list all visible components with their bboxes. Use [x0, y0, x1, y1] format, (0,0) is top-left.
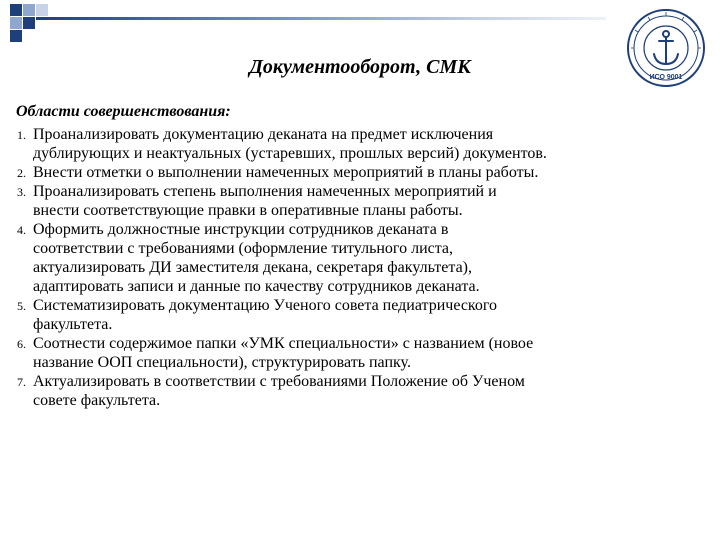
list-item: [17, 220, 712, 296]
slide-title: Документооборот, СМК: [249, 56, 471, 78]
list-item-text: соответствии с требованиями (оформление титульного листа,: [33, 240, 454, 257]
list-item-number: 7.: [17, 375, 26, 389]
list-item-text: адаптировать записи и данные по качеству сотрудников деканата.: [33, 278, 480, 295]
list-item-text: Оформить должностные инструкции сотрудников деканата в: [33, 221, 449, 238]
list-item-text: актуализировать ДИ заместителя декана, секретаря факультета),: [33, 259, 472, 276]
list-item-text: Внести отметки о выполнении намеченных мероприятий в планы работы.: [33, 164, 539, 181]
list-item-number: 4.: [17, 223, 26, 237]
corner-decoration: [0, 0, 60, 48]
list-item-text: Проанализировать документацию деканата на предмет исключения: [33, 126, 494, 143]
list-item-number: 1.: [17, 128, 26, 142]
list-item-text: Соотнести содержимое папки «УМК специальности» с названием (новое: [33, 335, 534, 352]
improvement-list: [17, 125, 712, 410]
list-item: [17, 372, 712, 410]
list-item: [17, 125, 712, 163]
list-item-number: 2.: [17, 166, 26, 180]
list-item: [17, 163, 712, 182]
list-item-text: Актуализировать в соответствии с требованиями Положение об Ученом: [33, 373, 525, 390]
list-item-text: факультета.: [33, 316, 113, 333]
list-item: [17, 296, 712, 334]
header-rule: [36, 17, 606, 20]
section-heading: Области совершенствования:: [16, 103, 231, 120]
list-item-text: совете факультета.: [33, 392, 161, 409]
list-item: [17, 334, 712, 372]
seal-text: ИСО 9001: [649, 74, 683, 81]
list-item-text: Систематизировать документацию Ученого совета педиатрического: [33, 297, 498, 314]
list-item-number: 3.: [17, 185, 26, 199]
list-item-text: название ООП специальности), структурировать папку.: [33, 354, 411, 371]
list-item-text: Проанализировать степень выполнения намеченных мероприятий и: [33, 183, 497, 200]
list-item-number: 5.: [17, 299, 26, 313]
list-item: [17, 182, 712, 220]
list-item-number: 6.: [17, 337, 26, 351]
list-item-text: дублирующих и неактуальных (устаревших, прошлых версий) документов.: [33, 145, 547, 162]
list-item-text: внести соответствующие правки в оперативные планы работы.: [33, 202, 463, 219]
